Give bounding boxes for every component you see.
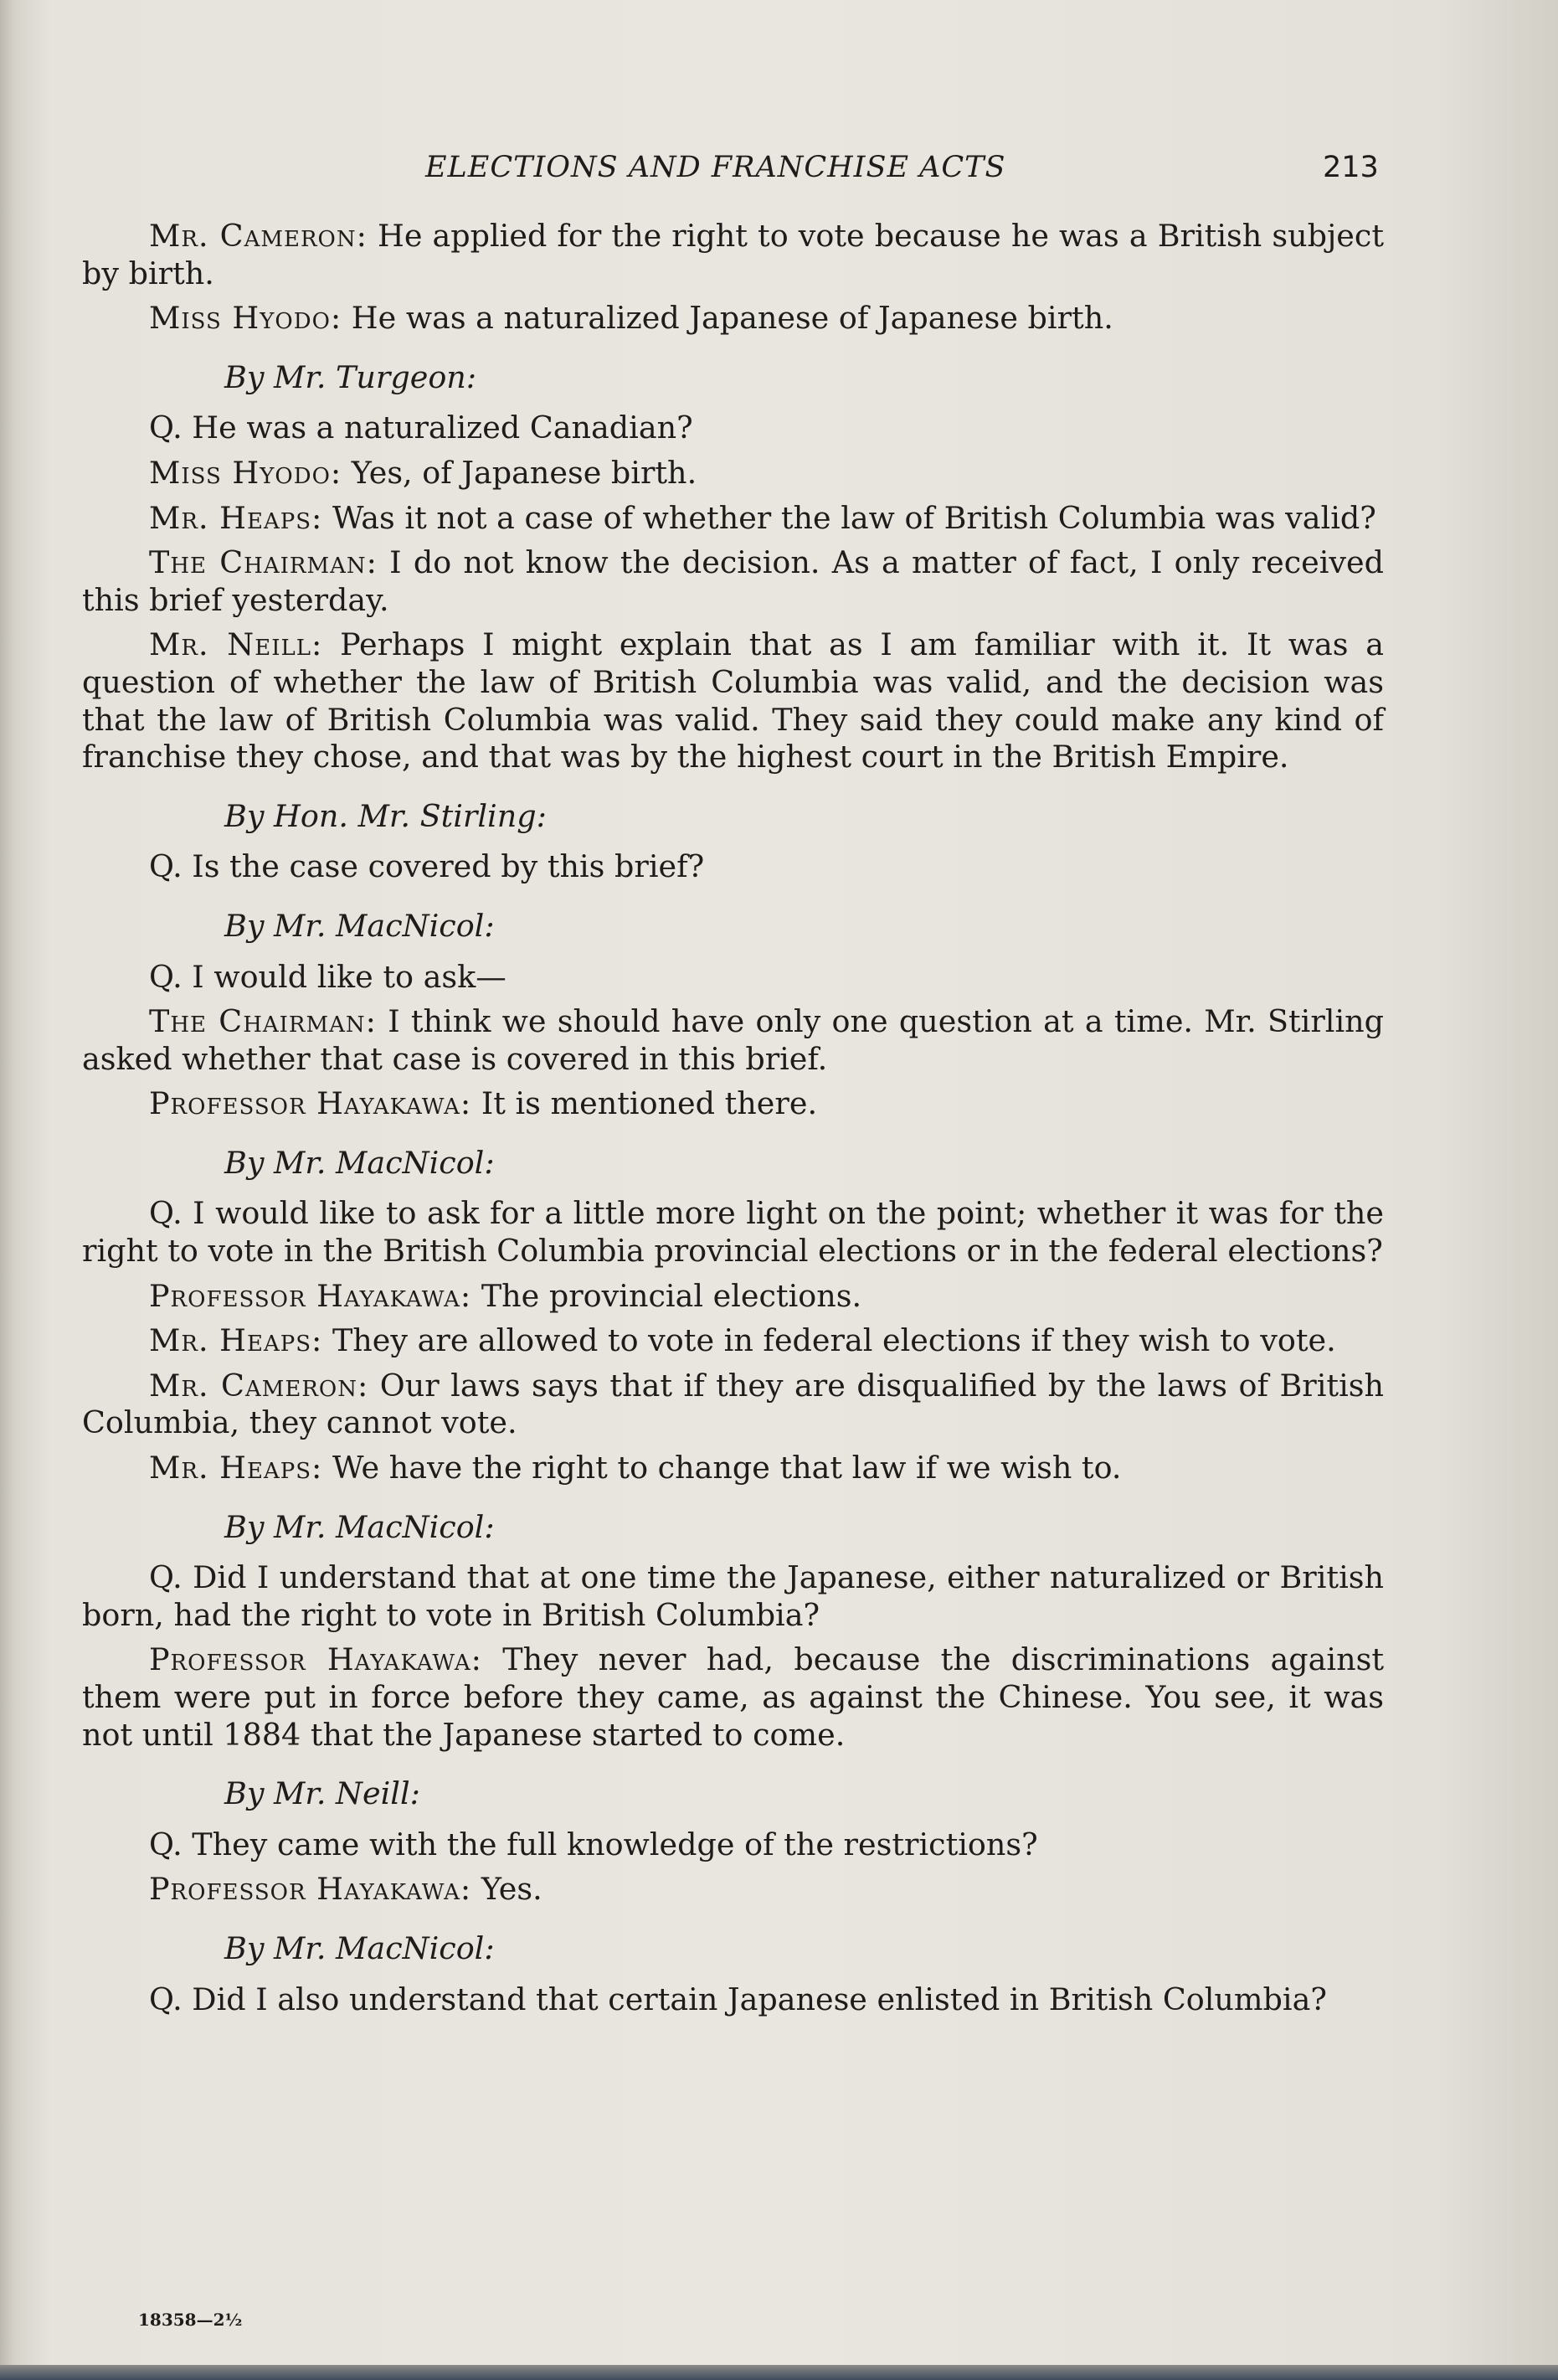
speaker-name: Mr. Heaps: <box>149 1450 323 1486</box>
speech-paragraph <box>82 1278 1384 1316</box>
examiner-heading: By Hon. Mr. Stirling: <box>224 797 547 834</box>
speech-text: Perhaps I might explain that as I am familiar with it. It was a question of whether the law of British Columbia was valid, and the decision was that the law of British Columbia was valid. They said they could make any kind of franchise they chose, and that was by the highest court in the British Empire. <box>82 626 1385 775</box>
speech-paragraph <box>82 1322 1384 1360</box>
speech-text: They are allowed to vote in federal elections if they wish to vote. <box>332 1322 1336 1359</box>
examiner-heading: By Mr. MacNicol: <box>224 907 495 944</box>
speaker-name: Mr. Neill: <box>149 626 323 663</box>
speech-text: Was it not a case of whether the law of British Columbia was valid? <box>332 499 1376 536</box>
speaker-name: Professor Hayakawa: <box>149 1085 472 1122</box>
page-bottom-edge <box>0 2365 1558 2380</box>
speech-text: We have the right to change that law if we wish to. <box>332 1450 1122 1486</box>
question-paragraph: Q. He was a naturalized Canadian? <box>149 410 693 446</box>
speech-paragraph <box>82 626 1384 775</box>
speech-text: He was a naturalized Japanese of Japanese birth. <box>351 300 1113 337</box>
speech-paragraph <box>82 500 1384 538</box>
speech-paragraph <box>82 218 1384 292</box>
speech-text: I do not know the decision. As a matter of fact, I only received this brief yesterday. <box>82 544 1385 618</box>
speech-paragraph <box>82 300 1384 337</box>
speech-paragraph <box>82 1368 1384 1442</box>
speaker-name: Miss Hyodo: <box>149 300 342 337</box>
question-paragraph: Q. Did I also understand that certain Japanese enlisted in British Columbia? <box>149 1981 1327 2017</box>
page-number: 213 <box>1323 151 1379 184</box>
speaker-name: Mr. Cameron: <box>149 1367 369 1404</box>
speaker-name: The Chairman: <box>149 1003 377 1040</box>
speaker-name: Mr. Heaps: <box>149 499 323 536</box>
question-paragraph: Q. I would like to ask— <box>149 958 506 995</box>
transcript-body <box>82 218 1384 2026</box>
speech-text: I think we should have only one question at a time. Mr. Stirling asked whether that case is covered in this brief. <box>82 1003 1384 1077</box>
speech-paragraph <box>82 1641 1384 1754</box>
speech-paragraph <box>82 455 1384 492</box>
running-header <box>0 151 1558 193</box>
speech-text: Yes, of Japanese birth. <box>351 454 697 491</box>
question-paragraph: Q. They came with the full knowledge of the restrictions? <box>149 1826 1038 1862</box>
question-paragraph: Q. Is the case covered by this brief? <box>149 848 705 885</box>
examiner-heading: By Mr. MacNicol: <box>224 1144 495 1181</box>
speaker-name: Mr. Cameron: <box>149 218 368 254</box>
speaker-name: Professor Hayakawa: <box>149 1871 472 1908</box>
speech-paragraph <box>82 1003 1384 1078</box>
speech-paragraph <box>82 1450 1384 1487</box>
printer-signature: 18358—2½ <box>138 2310 243 2330</box>
question-paragraph: Q. Did I understand that at one time the Japanese, either naturalized or British born, had the right to vote in British Columbia? <box>82 1559 1384 1633</box>
speech-text: He applied for the right to vote because he was a British subject by birth. <box>82 218 1384 291</box>
speech-text: Yes. <box>481 1871 542 1908</box>
speaker-name: Professor Hayakawa: <box>149 1277 472 1314</box>
examiner-heading: By Mr. MacNicol: <box>224 1508 495 1545</box>
examiner-heading: By Mr. MacNicol: <box>224 1929 495 1966</box>
question-paragraph: Q. I would like to ask for a little more light on the point; whether it was for the right to vote in the British Columbia provincial elections or in the federal elections? <box>82 1195 1384 1270</box>
speaker-name: Professor Hayakawa: <box>149 1641 482 1678</box>
speech-text: It is mentioned there. <box>481 1085 818 1122</box>
speech-text: Our laws says that if they are disqualified by the laws of British Columbia, they cannot vote. <box>82 1367 1385 1441</box>
speech-paragraph <box>82 1871 1384 1909</box>
speaker-name: The Chairman: <box>149 544 378 581</box>
speech-text: The provincial elections. <box>481 1277 862 1314</box>
examiner-heading: By Mr. Turgeon: <box>224 358 477 395</box>
examiner-heading: By Mr. Neill: <box>224 1775 420 1812</box>
speaker-name: Mr. Heaps: <box>149 1322 323 1359</box>
running-title: ELECTIONS AND FRANCHISE ACTS <box>425 151 1006 184</box>
speaker-name: Miss Hyodo: <box>149 454 342 491</box>
speech-text: They never had, because the discriminations against them were put in force before they came, as against the Chinese. You see, it was not until 1884 that the Japanese started to come. <box>82 1641 1384 1753</box>
speech-paragraph <box>82 544 1384 619</box>
speech-paragraph <box>82 1085 1384 1123</box>
